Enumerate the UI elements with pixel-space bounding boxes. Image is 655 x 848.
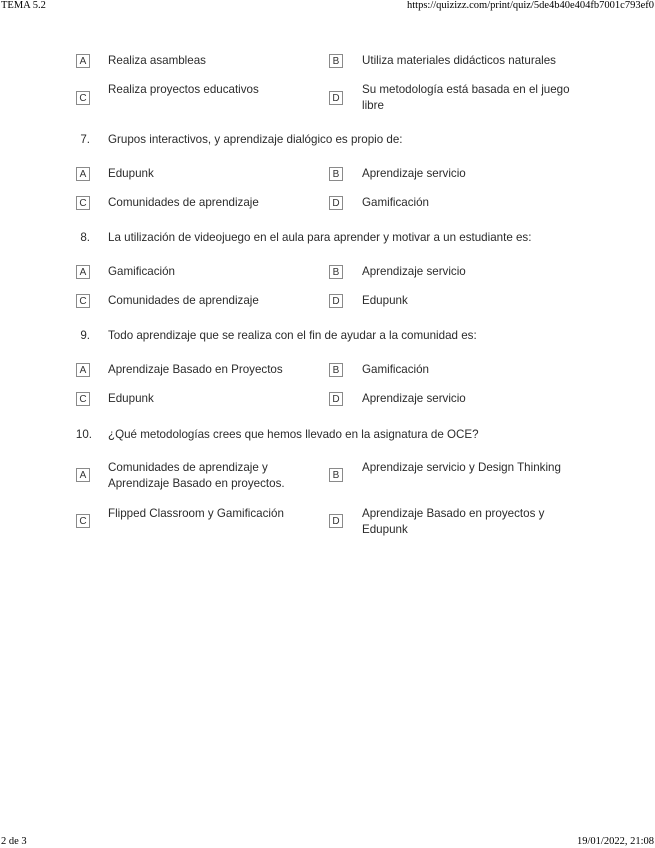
option-text: Utiliza materiales didácticos naturales (362, 54, 556, 67)
option-d (329, 195, 592, 211)
question-text: Todo aprendizaje que se realiza con el fin de ayudar a la comunidad es: (108, 329, 477, 342)
option-text: Aprendizaje Basado en Proyectos (108, 363, 283, 376)
option-letter-box: D (329, 196, 343, 210)
option-text: Aprendizaje servicio (362, 392, 466, 405)
option-a (76, 362, 328, 378)
option-letter-box: A (76, 363, 90, 377)
question-number: 10. (75, 428, 92, 441)
option-text: Comunidades de aprendizaje (108, 196, 259, 209)
option-letter-box: C (76, 91, 90, 105)
page-footer-page-number: 2 de 3 (1, 836, 27, 847)
option-text: Gamificación (108, 265, 176, 278)
option-c (76, 506, 308, 528)
option-letter-box: D (329, 294, 343, 308)
page-header-title: TEMA 5.2 (1, 0, 46, 11)
option-d (329, 391, 592, 407)
option-letter-box: C (76, 196, 90, 210)
question-number: 8. (80, 231, 90, 244)
option-c (76, 293, 308, 309)
option-text: Su metodología está basada en el juego libre (362, 83, 570, 112)
option-text: Edupunk (108, 167, 154, 180)
option-letter-box: B (329, 54, 343, 68)
question-text: ¿Qué metodologías crees que hemos llevado en la asignatura de OCE? (108, 428, 479, 441)
option-letter-box: B (329, 265, 343, 279)
option-letter-box: A (76, 468, 90, 482)
question-text: Grupos interactivos, y aprendizaje dialógico es propio de: (108, 133, 403, 146)
option-letter-box: A (76, 167, 90, 181)
option-text: Comunidades de aprendizaje (108, 294, 259, 307)
option-text: Flipped Classroom y Gamificación (108, 507, 284, 520)
option-text: Gamificación (362, 363, 430, 376)
option-text: Edupunk (362, 294, 408, 307)
option-b (329, 362, 592, 378)
option-text: Realiza proyectos educativos (108, 83, 259, 96)
option-b (329, 460, 602, 482)
option-text: Gamificación (362, 196, 430, 209)
option-d (329, 506, 562, 538)
option-letter-box: B (329, 468, 343, 482)
option-b (329, 264, 592, 280)
option-a (76, 460, 308, 492)
option-letter-box: B (329, 363, 343, 377)
option-a (76, 166, 308, 182)
question-number: 9. (80, 329, 90, 342)
option-b (329, 53, 592, 69)
option-letter-box: D (329, 392, 343, 406)
option-text: Comunidades de aprendizaje y Aprendizaje Basado en proyectos. (108, 461, 285, 490)
option-d (329, 293, 592, 309)
page-footer-datetime: 19/01/2022, 21:08 (576, 836, 654, 847)
option-letter-box: B (329, 167, 343, 181)
option-letter-box: D (329, 91, 343, 105)
question-text: La utilización de videojuego en el aula para aprender y motivar a un estudiante es: (108, 231, 532, 244)
option-c (76, 195, 308, 211)
option-a (76, 264, 308, 280)
option-text: Aprendizaje servicio y Design Thinking (362, 461, 561, 474)
page-header-url: https://quizizz.com/print/quiz/5de4b40e404fb7001c793ef0 (407, 0, 654, 11)
option-letter-box: A (76, 54, 90, 68)
option-letter-box: C (76, 514, 90, 528)
option-text: Aprendizaje Basado en proyectos y Edupunk (362, 507, 545, 536)
option-text: Realiza asambleas (108, 54, 206, 67)
option-a (76, 53, 308, 69)
option-d (329, 82, 582, 114)
option-text: Aprendizaje servicio (362, 265, 466, 278)
option-letter-box: C (76, 294, 90, 308)
option-b (329, 166, 592, 182)
option-c (76, 82, 308, 105)
option-letter-box: C (76, 392, 90, 406)
option-c (76, 391, 308, 407)
question-number: 7. (80, 133, 90, 146)
option-letter-box: A (76, 265, 90, 279)
option-text: Aprendizaje servicio (362, 167, 466, 180)
option-letter-box: D (329, 514, 343, 528)
option-text: Edupunk (108, 392, 154, 405)
